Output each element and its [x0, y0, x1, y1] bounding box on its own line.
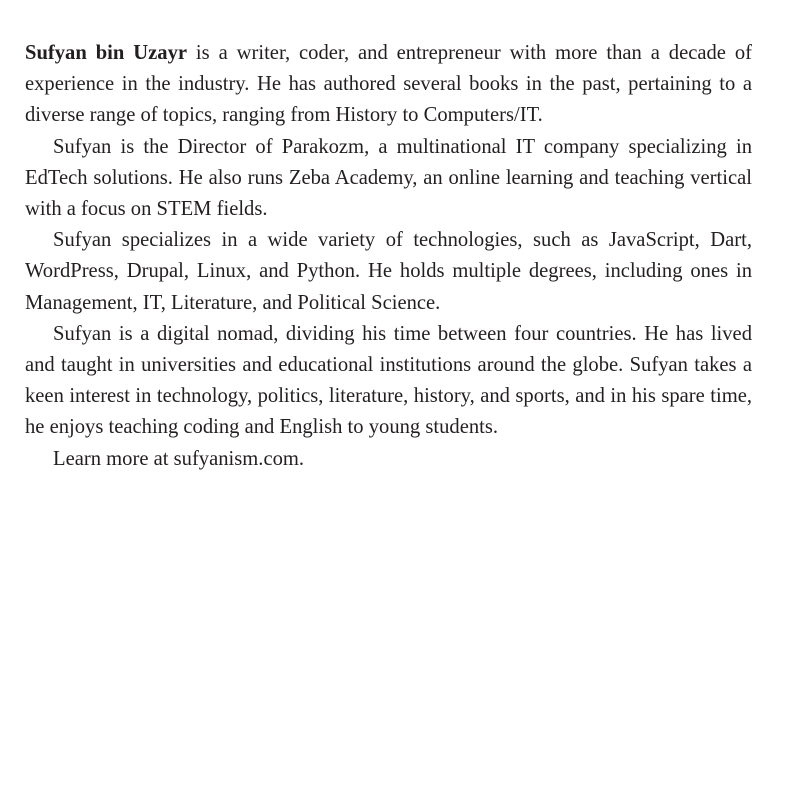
bio-paragraph-technologies: Sufyan specializes in a wide variety of technologies, such as JavaScript, Dart, WordPress, Drupal, Linux, and Python. He holds multiple degrees, including ones in Management, IT, Literature, and Political Science.: [25, 229, 752, 314]
author-name: Sufyan bin Uzayr: [25, 42, 188, 64]
author-bio: [25, 38, 752, 475]
bio-intro-text: is a writer, coder, and entrepreneur with more than a decade of experience in the industry. He has authored several books in the past, pertaining to a diverse range of topics, ranging from History to Computers/IT.: [25, 42, 752, 127]
bio-paragraph-learn-more: Learn more at sufyanism.com.: [53, 447, 305, 470]
bio-paragraph-intro: [25, 38, 752, 132]
bio-paragraph-director: Sufyan is the Director of Parakozm, a multinational IT company specializing in EdTech solutions. He also runs Zeba Academy, an online learning and teaching vertical with a focus on STEM fields.: [25, 135, 752, 221]
bio-paragraph-nomad: Sufyan is a digital nomad, dividing his time between four countries. He has lived and taught in universities and educational institutions around the globe. Sufyan takes a keen interest in technology, politics, literature, history, and sports, and in his spare time, he enjoys teaching coding and English to young students.: [25, 322, 752, 439]
